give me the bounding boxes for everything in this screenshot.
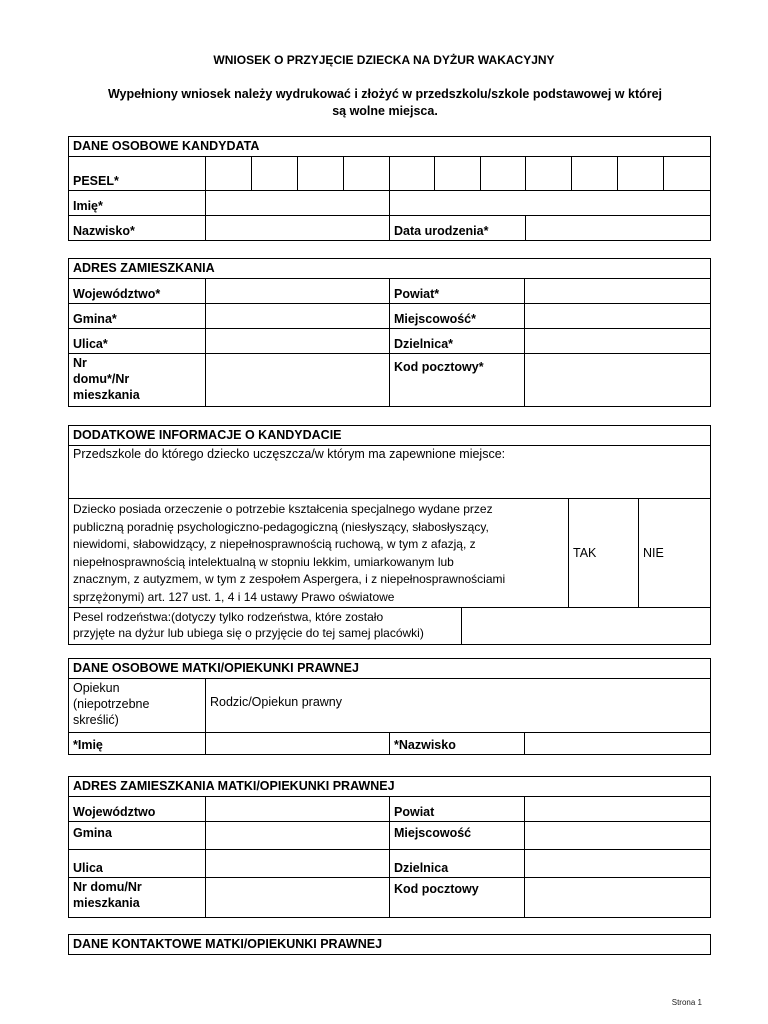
mother-house-number-field[interactable] <box>206 878 390 918</box>
mother-house-line-1: Nr domu/Nr <box>73 880 142 894</box>
mother-street-field[interactable] <box>206 850 390 878</box>
mother-district-label: Dzielnica <box>390 850 525 878</box>
pesel-digit-4[interactable] <box>344 157 390 191</box>
mother-locality-field[interactable] <box>525 822 711 850</box>
option-no[interactable]: NIE <box>639 499 711 608</box>
mother-last-name-label: *Nazwisko <box>390 733 525 755</box>
house-label-line-3: mieszkania <box>73 388 140 402</box>
mother-house-number-label <box>69 878 206 918</box>
candidate-table <box>68 136 711 241</box>
locality-label: Miejscowość* <box>390 304 525 329</box>
postal-code-label: Kod pocztowy* <box>390 354 525 407</box>
document-subtitle <box>100 86 670 120</box>
pesel-label: PESEL* <box>69 157 206 191</box>
mother-first-name-label: *Imię <box>69 733 206 755</box>
mother-street-label: Ulica <box>69 850 206 878</box>
sibling-line-1: Pesel rodzeństwa:(dotyczy tylko rodzeństwa, które zostało <box>73 610 384 624</box>
mother-county-label: Powiat <box>390 797 525 822</box>
address-header: ADRES ZAMIESZKANIA <box>69 259 711 279</box>
county-label: Powiat* <box>390 279 525 304</box>
sibling-pesel-label <box>69 608 462 645</box>
preschool-field[interactable] <box>69 446 711 499</box>
voivodeship-label: Województwo* <box>69 279 206 304</box>
commune-label: Gmina* <box>69 304 206 329</box>
candidate-header: DANE OSOBOWE KANDYDATA <box>69 137 711 157</box>
document-title: WNIOSEK O PRZYJĘCIE DZIECKA NA DYŻUR WAKACYJNY <box>213 53 555 67</box>
pesel-digit-5[interactable] <box>390 157 435 191</box>
street-field[interactable] <box>206 329 390 354</box>
house-number-field[interactable] <box>206 354 390 407</box>
pesel-digit-8[interactable] <box>526 157 572 191</box>
cert-line-6: sprzężonymi) art. 127 ust. 1, 4 i 14 ustawy Prawo oświatowe <box>73 589 395 604</box>
subtitle-line-2: są wolne miejsca. <box>332 104 438 118</box>
pesel-digit-9[interactable] <box>572 157 618 191</box>
guardian-type-field[interactable]: Rodzic/Opiekun prawny <box>206 679 711 733</box>
last-name-label: Nazwisko* <box>69 216 206 241</box>
mother-voivodeship-field[interactable] <box>206 797 390 822</box>
district-label: Dzielnica* <box>390 329 525 354</box>
mother-voivodeship-label: Województwo <box>69 797 206 822</box>
voivodeship-field[interactable] <box>206 279 390 304</box>
preschool-label: Przedszkole do którego dziecko uczęszcza/w którym ma zapewnione miejsce: <box>73 447 506 461</box>
pesel-digit-1[interactable] <box>206 157 252 191</box>
sibling-line-2: przyjęte na dyżur lub ubiega się o przyjęcie do tej samej placówki) <box>73 626 424 640</box>
commune-field[interactable] <box>206 304 390 329</box>
guardian-line-1: Opiekun <box>73 681 120 695</box>
mother-house-line-2: mieszkania <box>73 896 140 910</box>
postal-code-field[interactable] <box>525 354 711 407</box>
locality-field[interactable] <box>525 304 711 329</box>
pesel-digit-2[interactable] <box>252 157 298 191</box>
mother-postal-code-field[interactable] <box>525 878 711 918</box>
house-label-line-1: Nr <box>73 356 87 370</box>
mother-postal-code-label: Kod pocztowy <box>390 878 525 918</box>
mother-table <box>68 658 711 755</box>
mother-county-field[interactable] <box>525 797 711 822</box>
mother-contact-table <box>68 934 711 955</box>
special-needs-text <box>69 499 569 608</box>
pesel-digit-7[interactable] <box>481 157 526 191</box>
mother-district-field[interactable] <box>525 850 711 878</box>
mother-commune-label: Gmina <box>69 822 206 850</box>
cert-line-3: niewidomi, słabowidzący, z niepełnosprawnością ruchową, w tym z afazją, z <box>73 537 476 551</box>
mother-address-table <box>68 776 711 918</box>
mother-locality-label: Miejscowość <box>390 822 525 850</box>
mother-last-name-field[interactable] <box>525 733 711 755</box>
guardian-label <box>69 679 206 733</box>
guardian-line-3: skreślić) <box>73 713 119 727</box>
cert-line-2: publiczną poradnię psychologiczno-pedagogiczną (niesłyszący, słabosłyszący, <box>73 519 489 534</box>
district-field[interactable] <box>525 329 711 354</box>
mother-commune-field[interactable] <box>206 822 390 850</box>
first-name-field-a[interactable] <box>206 191 390 216</box>
extra-info-header: DODATKOWE INFORMACJE O KANDYDACIE <box>69 426 711 446</box>
subtitle-line-1: Wypełniony wniosek należy wydrukować i złożyć w przedszkolu/szkole podstawowej w której <box>107 87 663 101</box>
first-name-label: Imię* <box>69 191 206 216</box>
pesel-digit-11[interactable] <box>664 157 711 191</box>
birth-date-field[interactable] <box>526 216 711 241</box>
mother-first-name-field[interactable] <box>206 733 390 755</box>
first-name-field-b[interactable] <box>390 191 711 216</box>
page-number: Strona 1 <box>671 998 702 1007</box>
address-table <box>68 258 711 407</box>
pesel-digit-10[interactable] <box>618 157 664 191</box>
county-field[interactable] <box>525 279 711 304</box>
mother-address-header: ADRES ZAMIESZKANIA MATKI/OPIEKUNKI PRAWNEJ <box>69 777 711 797</box>
house-label-line-2: domu*/Nr <box>73 372 130 386</box>
guardian-line-2: (niepotrzebne <box>73 697 150 711</box>
birth-date-label: Data urodzenia* <box>390 216 526 241</box>
option-yes[interactable]: TAK <box>569 499 639 608</box>
mother-header: DANE OSOBOWE MATKI/OPIEKUNKI PRAWNEJ <box>69 659 711 679</box>
mother-contact-header: DANE KONTAKTOWE MATKI/OPIEKUNKI PRAWNEJ <box>69 935 711 955</box>
cert-line-4: niepełnosprawnością intelektualną w stopniu lekkim, umiarkowanym lub <box>73 554 454 569</box>
pesel-digit-3[interactable] <box>298 157 344 191</box>
extra-info-table <box>68 425 711 645</box>
cert-line-1: Dziecko posiada orzeczenie o potrzebie kształcenia specjalnego wydane przez <box>73 502 493 516</box>
pesel-digit-6[interactable] <box>435 157 481 191</box>
cert-line-5: znacznym, z autyzmem, w tym z zespołem Aspergera, i z niepełnosprawnościami <box>73 572 506 586</box>
house-number-label <box>69 354 206 407</box>
street-label: Ulica* <box>69 329 206 354</box>
sibling-pesel-field[interactable] <box>462 608 711 645</box>
last-name-field[interactable] <box>206 216 390 241</box>
